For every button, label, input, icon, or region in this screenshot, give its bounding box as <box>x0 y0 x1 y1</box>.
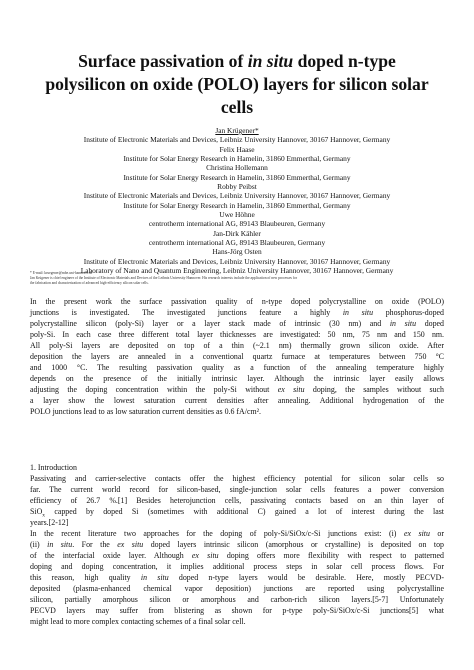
text-line <box>30 318 444 329</box>
text-line <box>30 484 444 495</box>
text-run: phosphorus-doped <box>373 308 444 317</box>
title-text: polysilicon on oxide (POLO) layers for silicon solar <box>45 74 429 94</box>
text-line <box>30 395 444 406</box>
author-line: Institute of Electronic Materials and Devices, Leibniz University Hannover, 30167 Hannover, Germany <box>83 135 391 145</box>
text-run: In the present work the surface passivation quality of n-type doped polycrystalline on oxide (POLO) <box>30 297 444 306</box>
text-run: In the recent literature two approaches for the doping of poly-Si/SiOx/c-Si junctions exist: (i) <box>30 529 404 538</box>
introduction-section <box>30 462 444 627</box>
introduction-text <box>30 473 444 627</box>
title-line <box>40 73 434 96</box>
title-line <box>40 96 434 119</box>
title-text: doped n-type <box>293 51 396 71</box>
author-line: Felix Haase <box>219 144 255 154</box>
title-line <box>40 50 434 73</box>
text-line <box>30 296 444 307</box>
text-run: adjusting the doping concentration within the poly-Si without <box>30 385 278 394</box>
text-line <box>30 362 444 373</box>
text-run: deposition the layers are annealed in a conventional quartz furnace at temperatures between 750 °C <box>30 352 444 361</box>
text-run: doping offers more flexibility with respect to patterned <box>218 551 444 560</box>
text-run: a layer show the lowest saturation current densities after annealing. Additional hydrogenation of the <box>30 396 444 405</box>
text-run: ex situ <box>403 529 430 538</box>
text-line <box>30 473 444 484</box>
title-text: Surface passivation of <box>78 51 248 71</box>
text-run: might lead to more complex contacting schemes of a final solar cell. <box>30 617 246 626</box>
text-line <box>30 583 444 594</box>
corresponding-author: Jan Krügener* <box>215 126 259 135</box>
text-line <box>30 506 444 517</box>
text-run: doped layers intrinsic silicon (amorphous or crystalline) is deposited on top <box>143 540 445 549</box>
text-run: ex situ <box>117 540 144 549</box>
text-run: and 1000 °C. The resulting passivation quality as a function of the annealing temperature highly <box>30 363 444 372</box>
text-run: doping and doping concentration, it implies additional process steps in solar cell process flows. For <box>30 562 444 571</box>
author-line: Christina Hollemann <box>206 163 268 173</box>
text-run: poly-Si. In each case three different total layer thicknesses are investigated: 50 nm, 75 nm and 150 nm. <box>30 330 444 339</box>
text-run: SiO <box>30 507 43 516</box>
text-run: this reason, high quality <box>30 573 141 582</box>
text-run: or <box>429 529 445 538</box>
author-line: Institute of Electronic Materials and Devices, Leibniz University Hannover, 30167 Hannover, Germany <box>83 256 391 266</box>
text-run: doped n-type layers would be desirable. Here, mostly PECVD- <box>168 573 444 582</box>
text-run: Passivating and carrier-selective contacts offer the highest efficiency potential for silicon solar cells so <box>30 474 444 483</box>
text-run: All poly-Si layers are deposited on top of a thin (~2.1 nm) thermally grown silicon oxide. After <box>30 341 444 350</box>
text-run: deposited (plasma-enhanced chemical vapor deposition) junctions are reported using polycrystalline <box>30 584 444 593</box>
text-line <box>30 539 444 550</box>
author-line: Uwe Höhne <box>219 210 255 220</box>
author-line: centrotherm international AG, 89143 Blaubeuren, Germany <box>148 238 326 248</box>
text-run: depends on the presence of the initially intrinsic layer. Although the intrinsic layer easily allows <box>30 374 444 383</box>
text-line <box>30 340 444 351</box>
text-run: doping, the samples without such <box>304 385 444 394</box>
author-list <box>52 126 422 276</box>
author-line: Institute for Solar Energy Research in Hamelin, 31860 Emmerthal, Germany <box>123 200 351 210</box>
author-line: Robby Peibst <box>217 182 257 192</box>
text-run: . For the <box>72 540 118 549</box>
text-run: silicon, partially amorphous silicon or amorphous and carbon-rich silicon layers.[5-7] Unfortunately <box>30 595 444 604</box>
text-run: polycrystalline silicon (poly-Si) layer or a layer stack made of intrinsic (30 nm) and <box>30 319 390 328</box>
text-line <box>30 594 444 605</box>
title-text: cells <box>220 97 254 117</box>
text-run: far. The current world record for silicon-based, single-junction solar cells features a power conversion <box>30 485 444 494</box>
author-line: centrotherm international AG, 89143 Blaubeuren, Germany <box>148 219 326 229</box>
text-line <box>30 384 444 395</box>
text-run: x <box>42 512 46 519</box>
author-line: Hans-Jörg Osten <box>212 247 262 257</box>
text-line <box>30 561 444 572</box>
text-run: doped <box>416 319 445 328</box>
text-line <box>30 528 444 539</box>
author-line: Institute of Electronic Materials and Devices, Leibniz University Hannover, 30167 Hannover, Germany <box>83 191 391 201</box>
section-heading: 1. Introduction <box>30 463 77 472</box>
text-run: ex situ <box>191 551 219 560</box>
text-line <box>30 517 444 528</box>
text-line <box>30 550 444 561</box>
text-run: in situ <box>389 319 417 328</box>
author-line: Laboratory of Nano and Quantum Engineering, Leibniz University Hannover, 30167 Hannover, Germany <box>80 266 394 276</box>
text-line <box>30 572 444 583</box>
text-line <box>30 605 444 616</box>
text-line <box>30 616 444 627</box>
text-run: PECVD layers may suffer from blistering as shown for p-type poly-Si/SiOx/c-Si junctions[5] what <box>30 606 444 615</box>
text-line <box>30 495 444 506</box>
text-run: in situ <box>47 540 73 549</box>
footnote-fine-print <box>30 271 450 287</box>
paper-title <box>40 50 434 119</box>
title-text: in situ <box>247 51 294 71</box>
author-line: Institute for Solar Energy Research in Hamelin, 31860 Emmerthal, Germany <box>123 172 351 182</box>
abstract <box>30 296 444 417</box>
text-line <box>30 329 444 340</box>
text-run: POLO junctions lead to as low saturation current densities as 0.6 fA/cm². <box>30 407 261 416</box>
text-line <box>30 307 444 318</box>
text-line <box>30 406 444 417</box>
text-run: years.[2-12] <box>30 518 69 527</box>
text-run: (ii) <box>30 540 48 549</box>
text-run: capped by doped Si (sometimes with additional C) gained a lot of interest during the last <box>45 507 444 516</box>
fine-print-line: Jan Krügener is chief engineer of the Institute of Electronic Materials and Devices of the Leibniz University Hannover. His research interests include the application of new processes for <box>30 276 298 281</box>
text-line <box>30 351 444 362</box>
text-line <box>30 373 444 384</box>
text-run: in situ <box>342 308 374 317</box>
text-run: ex situ <box>277 385 305 394</box>
text-run: efficiency of 26.7 %.[1] Besides heterojunction cells, passivating contacts based on an thin layer of <box>30 496 444 505</box>
text-run: in situ <box>140 573 169 582</box>
fine-print-line: the fabrication and characterization of advanced high-efficiency silicon solar cells. <box>30 281 149 286</box>
fine-print-line: * E-mail: kruegener@mbe.uni-hannover.de <box>30 271 93 275</box>
author-line: Institute for Solar Energy Research in Hamelin, 31860 Emmerthal, Germany <box>123 154 351 164</box>
text-run: junctions is investigated. The investigated junctions feature a highly <box>30 308 343 317</box>
text-run: of the interfacial oxide layer. Although <box>30 551 192 560</box>
author-line: Jan-Dirk Kähler <box>213 228 261 238</box>
